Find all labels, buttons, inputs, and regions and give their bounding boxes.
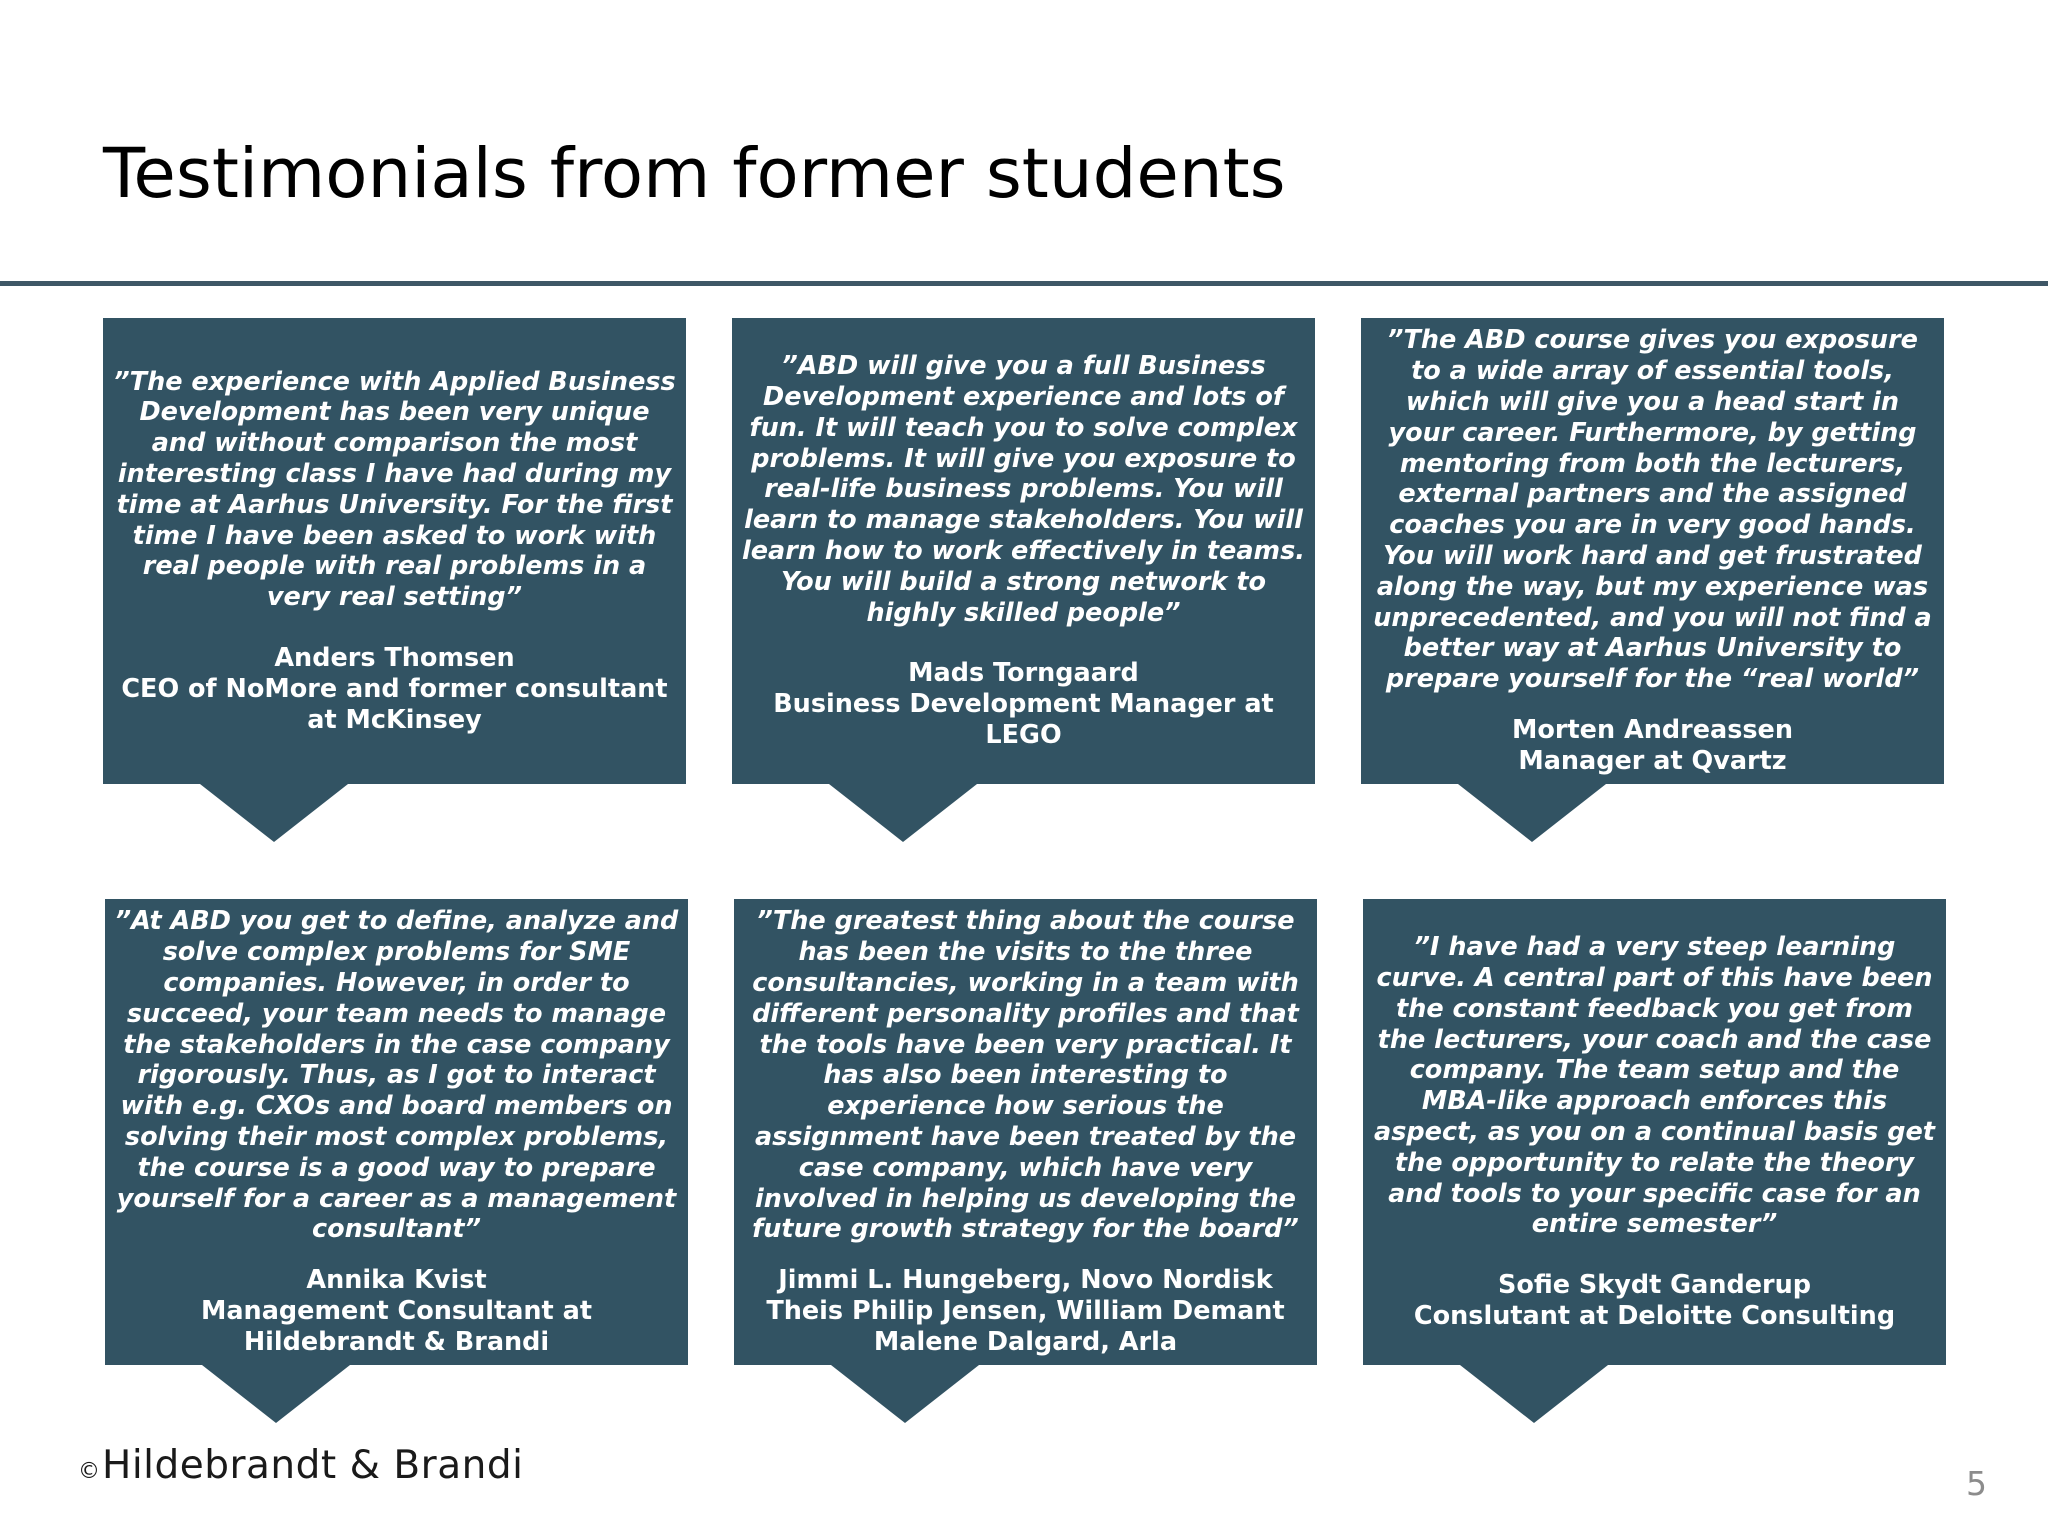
title-divider <box>0 281 2048 286</box>
testimonial-author: Annika Kvist Management Consultant at Hildebrandt & Brandi <box>200 1265 593 1357</box>
testimonial-card-mads-torngaard <box>732 318 1315 784</box>
speech-pointer <box>202 1365 350 1423</box>
testimonial-card-consultancies <box>734 899 1317 1365</box>
testimonial-quote: ”The greatest thing about the course has been the visits to the three consultancies, working in a team with different personality profiles and that the tools have been very practical. It has also been interesting to experience how serious the assignment have been treated by the case company, which have very involved in helping us developing the future growth strategy for the board” <box>752 906 1299 1245</box>
testimonial-card-annika-kvist <box>105 899 688 1365</box>
testimonial-quote: ”ABD will give you a full Business Development experience and lots of fun. It will teach you to solve complex problems. It will give you exposure to real-life business problems. You will learn to manage stakeholders. You will learn how to work effectively in teams. You will build a strong network to highly skilled people” <box>742 351 1305 628</box>
testimonial-author: Jimmi L. Hungeberg, Novo Nordisk Theis Philip Jensen, William Demant Malene Dalgard, Arla <box>766 1265 1285 1357</box>
testimonial-author: Morten Andreassen Manager at Qvartz <box>1511 714 1793 776</box>
testimonial-card-morten-andreassen <box>1361 318 1944 784</box>
testimonial-quote: ”At ABD you get to define, analyze and solve complex problems for SME companies. However, in order to succeed, your team needs to manage the stakeholders in the case company rigorously. Thus, as I got to interact with e.g. CXOs and board members on solving their most complex problems, the course is a good way to prepare yourself for a career as a management consultant” <box>114 906 679 1245</box>
speech-pointer <box>200 784 348 842</box>
testimonial-quote: ”The ABD course gives you exposure to a wide array of essential tools, which will give you a head start in your career. Furthermore, by getting mentoring from both the lecturers, external partners and the assigned coaches you are in very good hands. You will work hard and get frustrated along the way, but my experience was unprecedented, and you will not find a better way at Aarhus University to prepare yourself for the “real world” <box>1373 325 1932 695</box>
testimonial-author: Mads Torngaard Business Development Manager at LEGO <box>773 658 1274 750</box>
page-number: 5 <box>1966 1464 1987 1503</box>
speech-pointer <box>829 784 977 842</box>
testimonial-author: Sofie Skydt Ganderup Conslutant at Deloitte Consulting <box>1413 1270 1896 1331</box>
testimonial-quote: ”The experience with Applied Business Development has been very unique and without comparison the most interesting class I have had during my time at Aarhus University. For the first time I have been asked to work with real people with real problems in a very real setting” <box>113 366 676 613</box>
testimonial-card-sofie-skydt-ganderup <box>1363 899 1946 1365</box>
testimonial-card-anders-thomsen <box>103 318 686 784</box>
testimonial-quote: ”I have had a very steep learning curve. A central part of this have been the constant feedback you get from the lecturers, your coach and the case company. The team setup and the MBA-like approach enforces this aspect, as you on a continual basis get the opportunity to relate the theory and tools to your specific case for an entire semester” <box>1374 932 1935 1240</box>
testimonial-author: Anders Thomsen CEO of NoMore and former consultant at McKinsey <box>121 642 668 735</box>
slide-title: Testimonials from former students <box>103 134 1286 214</box>
company-name: Hildebrandt & Brandi <box>102 1443 524 1488</box>
speech-pointer <box>831 1365 979 1423</box>
company-logo <box>78 1443 523 1488</box>
speech-pointer <box>1460 1365 1608 1423</box>
speech-pointer <box>1458 784 1606 842</box>
copyright-symbol: © <box>78 1459 100 1484</box>
